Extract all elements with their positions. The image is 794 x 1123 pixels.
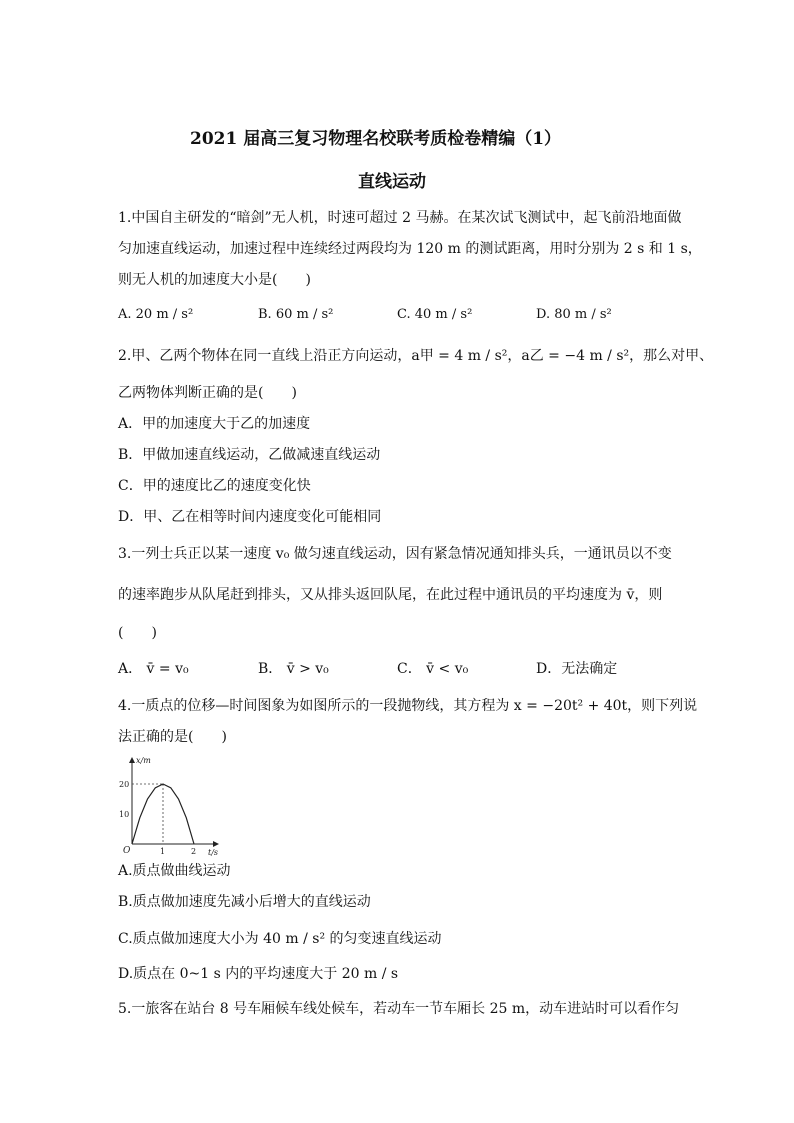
x-tick-label-1: 1 [160,847,166,856]
q2-line-1: 2.甲、乙两个物体在同一直线上沿正方向运动，a甲 = 4 m / s²，a乙 = −4 m / s²，那么对甲、 [118,348,714,364]
q2-line-2: 乙两物体判断正确的是( ) [118,385,297,401]
q4-option-c: C.质点做加速度大小为 40 m / s² 的匀变速直线运动 [118,931,442,947]
q1-option-c: C. 40 m / s² [397,307,473,322]
q1-option-d: D. 80 m / s² [536,307,612,322]
q2-option-a: A．甲的加速度大于乙的加速度 [118,416,311,432]
q4-option-a: A.质点做曲线运动 [118,863,231,879]
q3-option-b: B． v̄ > v₀ [258,661,329,677]
origin-label: O [123,846,131,856]
q3-line-2: 的速率跑步从队尾赶到排头，又从排头返回队尾，在此过程中通讯员的平均速度为 v̄，则 [118,587,663,603]
q2-option-b: B．甲做加速直线运动，乙做减速直线运动 [118,447,381,463]
y-tick-label-20: 20 [119,780,130,789]
y-tick-label-10: 10 [119,810,130,819]
x-tick-label-2: 2 [191,847,197,856]
page-title: 2021 届高三复习物理名校联考质检卷精编（1） [190,129,562,149]
section-title: 直线运动 [358,172,426,192]
q1-option-b: B. 60 m / s² [258,307,334,322]
x-axis-label: t/s [208,848,219,857]
q5-line-1: 5.一旅客在站台 8 号车厢候车线处候车，若动车一节车厢长 25 m，动车进站时可以看作匀 [118,1001,680,1017]
q1-line-2: 匀加速直线运动，加速过程中连续经过两段均为 120 m 的测试距离，用时分别为 2 s 和 1 s， [118,241,702,257]
q3-option-a: A． v̄ = v₀ [118,661,189,677]
y-axis-label: x/m [136,756,151,765]
q3-option-d: D．无法确定 [536,661,618,677]
q4-line-2: 法正确的是( ) [118,729,227,745]
q4-line-1: 4.一质点的位移—时间图象为如图所示的一段抛物线，其方程为 x = −20t² + 40t，则下列说 [118,698,698,714]
q1-line-1: 1.中国自主研发的“暗剑”无人机，时速可超过 2 马赫。在某次试飞测试中，起飞前沿地面做 [118,210,682,226]
position-time-graph [116,752,226,858]
q4-option-d: D.质点在 0~1 s 内的平均速度大于 20 m / s [118,966,399,982]
q4-option-b: B.质点做加速度先减小后增大的直线运动 [118,894,371,910]
q1-line-3: 则无人机的加速度大小是( ) [118,272,311,288]
q3-option-c: C． v̄ < v₀ [397,661,469,677]
q3-line-1: 3.一列士兵正以某一速度 v₀ 做匀速直线运动，因有紧急情况通知排头兵，一通讯员以不变 [118,546,672,562]
q2-option-d: D．甲、乙在相等时间内速度变化可能相同 [118,509,382,525]
q2-option-c: C．甲的速度比乙的速度变化快 [118,478,311,494]
q3-line-3: ( ) [118,625,157,641]
q1-option-a: A. 20 m / s² [118,307,194,322]
